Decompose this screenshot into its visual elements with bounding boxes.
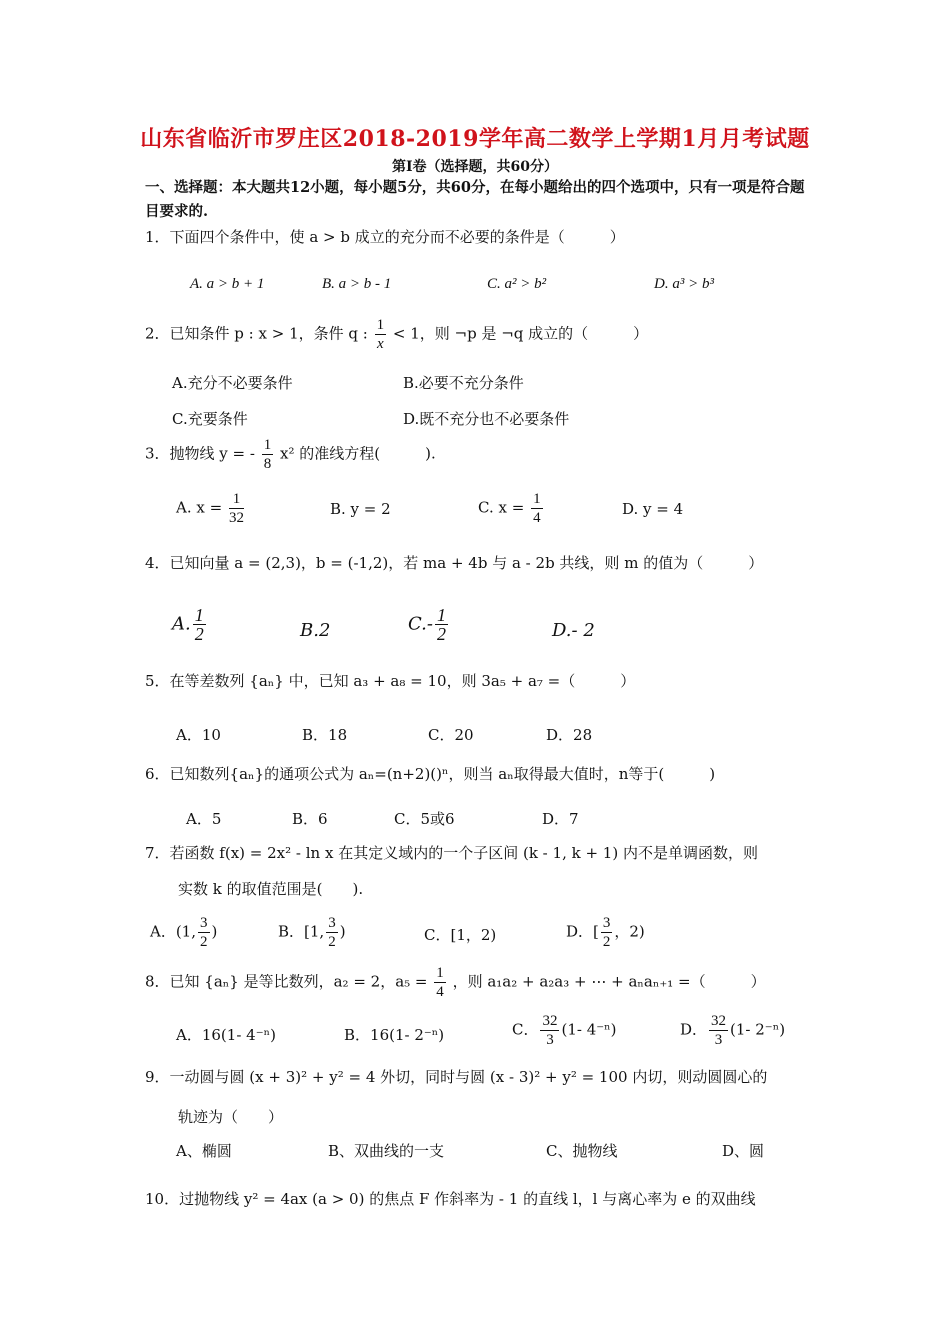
question-6-stem: 6．已知数列{aₙ}的通项公式为 aₙ=(n+2)()ⁿ，则当 aₙ取得最大值时，n等于( ): [145, 765, 716, 783]
q9-option-d: D、圆: [722, 1142, 765, 1160]
question-9-stem-line2: 轨迹为（ ）: [178, 1108, 284, 1126]
q8-stem-part1: 8．已知 {aₙ} 是等比数列，a₂ = 2，a₅ =: [145, 972, 428, 991]
question-2-stem: [145, 316, 648, 353]
page-subtitle: 第Ⅰ卷（选择题，共60分）: [391, 159, 559, 175]
q7-option-a: A．(1, $\frac{3}{2}$ ): [150, 915, 218, 950]
section-heading: 一、选择题：本大题共12小题，每小题5分，共60分，在每小题给出的四个选项中，只有一项是符合题目要求的.: [145, 179, 805, 220]
q1-option-a: A. a > b + 1: [190, 276, 265, 292]
q2-stem-part2: < 1，则 ¬p 是 ¬q 成立的（ ）: [392, 324, 649, 343]
q1-option-c: C. a² > b²: [487, 276, 547, 292]
question-7-stem: 7．若函数 f(x) = 2x² - ln x 在其定义域内的一个子区间 (k - 1, k + 1) 内不是单调函数，则: [145, 844, 758, 862]
q8-stem-part2: ，则 a₁a₂ + a₂a₃ + ⋯ + aₙaₙ₊₁ =（ ）: [452, 972, 766, 991]
q3-option-a: A. x = $\frac{1}{32}$: [176, 491, 244, 526]
q7-option-d: D．[ $\frac{3}{2}$ ，2): [566, 915, 645, 950]
question-8-stem: [145, 964, 766, 1001]
q2-option-d: D.既不充分也不必要条件: [403, 410, 570, 428]
question-3-stem: [145, 436, 436, 473]
q7-option-c: C．[1，2): [424, 926, 497, 944]
q3-option-d: D. y = 4: [622, 500, 684, 518]
q3-stem-part1: 3．抛物线 y = -: [145, 444, 255, 463]
question-9-stem: 9．一动圆与圆 (x + 3)² + y² = 4 外切，同时与圆 (x - 3)² + y² = 100 内切，则动圆圆心的: [145, 1068, 768, 1086]
q7-option-b: B．[1, $\frac{3}{2}$ ): [278, 915, 346, 950]
q6-option-a: A．5: [186, 810, 222, 828]
q8-option-c: C． $\frac{32}{3}$ (1- 4⁻ⁿ): [512, 1013, 617, 1048]
question-10-stem: 10．过抛物线 y² = 4ax (a > 0) 的焦点 F 作斜率为 - 1 的直线 l，l 与离心率为 e 的双曲线: [145, 1190, 756, 1208]
q9-option-c: C、抛物线: [546, 1142, 618, 1160]
q8-fraction: $\frac{1}{4}$: [436, 965, 444, 1000]
q8-option-d: D． $\frac{32}{3}$ (1- 2⁻ⁿ): [680, 1013, 786, 1048]
question-5-stem: 5．在等差数列 {aₙ} 中，已知 a₃ + a₈ = 10，则 3a₅ + a₇ =（ ）: [145, 672, 636, 690]
q3-stem-part2: x² 的准线方程( ).: [280, 444, 436, 463]
q3-fraction: $\frac{1}{8}$: [263, 437, 272, 472]
q2-stem-part1: 2．已知条件 p : x > 1，条件 q :: [145, 324, 368, 343]
q5-option-c: C．20: [428, 726, 474, 744]
q1-option-b: B. a > b - 1: [322, 276, 392, 292]
q3-option-c: C. x = $\frac{1}{4}$: [478, 491, 541, 526]
question-1-stem: 1．下面四个条件中，使 a > b 成立的充分而不必要的条件是（ ）: [145, 228, 625, 246]
q8-option-b: B．16(1- 2⁻ⁿ): [344, 1026, 445, 1044]
q5-option-a: A．10: [176, 726, 221, 744]
q4-option-a: A. $\frac{1}{2}$: [172, 605, 204, 644]
q4-option-b: B.2: [300, 620, 331, 641]
q6-option-b: B．6: [292, 810, 328, 828]
q6-option-d: D．7: [542, 810, 579, 828]
page-title: 山东省临沂市罗庄区2018-2019学年高二数学上学期1月月考试题: [140, 126, 810, 152]
q2-option-b: B.必要不充分条件: [403, 374, 524, 392]
question-7-stem-line2: 实数 k 的取值范围是( ).: [178, 880, 364, 898]
q5-option-b: B．18: [302, 726, 348, 744]
q4-option-d: D.- 2: [552, 620, 595, 641]
q2-option-c: C.充要条件: [172, 410, 248, 428]
q2-fraction: $\frac{1}{x}$: [376, 317, 385, 352]
q9-option-b: B、双曲线的一支: [328, 1142, 445, 1160]
q1-option-d: D. a³ > b³: [654, 276, 714, 292]
q4-option-c: C.- $\frac{1}{2}$: [408, 605, 446, 644]
q8-option-a: A．16(1- 4⁻ⁿ): [176, 1026, 276, 1044]
q2-option-a: A.充分不必要条件: [172, 374, 293, 392]
q6-option-c: C．5或6: [394, 810, 455, 828]
q9-option-a: A、椭圆: [176, 1142, 232, 1160]
question-4-stem: 4．已知向量 a = (2,3)，b = (-1,2)，若 ma + 4b 与 a - 2b 共线，则 m 的值为（ ）: [145, 554, 764, 572]
q5-option-d: D．28: [546, 726, 593, 744]
q3-option-b: B. y = 2: [330, 500, 391, 518]
